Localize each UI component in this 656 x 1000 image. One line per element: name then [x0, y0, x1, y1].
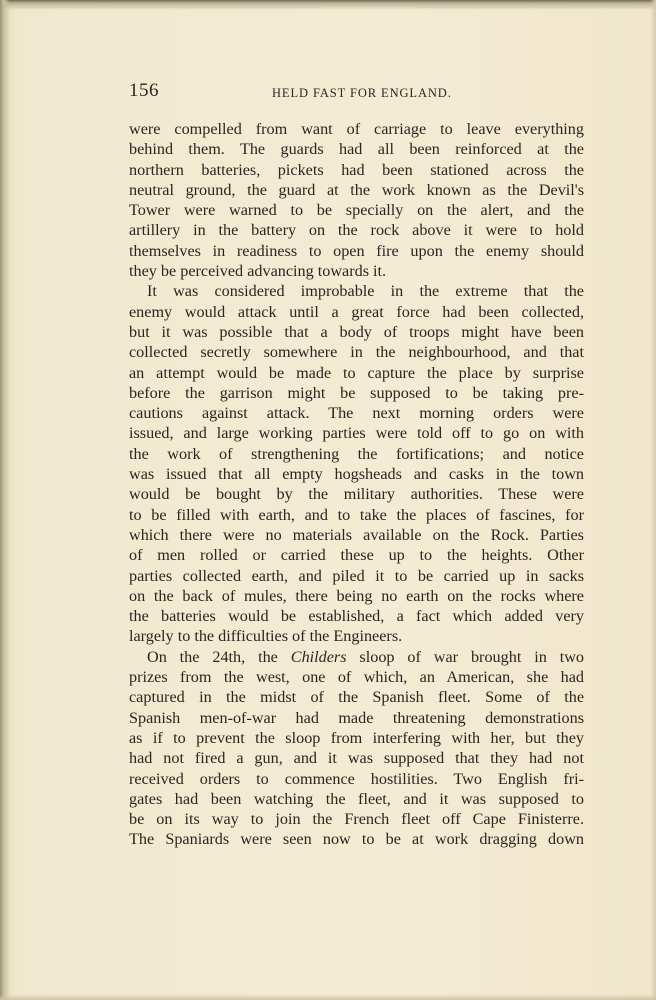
- text-line: which there were no materials available on the Rock. Parties: [129, 525, 584, 544]
- text-line: on the back of mules, there being no earth on the rocks where: [129, 586, 584, 605]
- paragraph-start-line: [129, 647, 584, 667]
- text-line: as if to prevent the sloop from interfering with her, but they: [129, 728, 584, 747]
- page-number: 156: [129, 80, 159, 101]
- text-line: behind them. The guards had all been reinforced at the: [129, 140, 584, 159]
- text-line: but it was possible that a body of troops might have been: [129, 322, 584, 341]
- page-header: [129, 80, 584, 104]
- text-line: prizes from the west, one of which, an American, she had: [129, 668, 584, 687]
- text-line: the batteries would be established, a fact which added very: [129, 607, 584, 626]
- ship-name-italic: Childers: [290, 647, 347, 666]
- text-line: issued, and large working parties were told off to go on with: [129, 424, 584, 443]
- text-line: themselves in readiness to open fire upon the enemy should: [129, 241, 584, 260]
- text-line: largely to the difficulties of the Engineers.: [129, 627, 403, 646]
- text-line: they be perceived advancing towards it.: [129, 262, 387, 281]
- text-line: of men rolled or carried these up to the heights. Other: [129, 546, 584, 565]
- text-line: parties collected earth, and piled it to be carried up in sacks: [129, 566, 584, 585]
- body-text: [129, 119, 584, 850]
- text-line: was issued that all empty hogsheads and casks in the town: [129, 465, 584, 484]
- page-top-shadow: [0, 0, 656, 10]
- text-line: an attempt would be made to capture the place by surprise: [129, 363, 584, 382]
- text-line: the work of strengthening the fortifications; and notice: [129, 444, 584, 463]
- text-line: before the garrison might be supposed to be taking pre-: [129, 383, 584, 402]
- running-head: HELD FAST FOR ENGLAND.: [272, 86, 452, 100]
- text-line: artillery in the battery on the rock above it were to hold: [129, 221, 584, 240]
- text-line: to be filled with earth, and to take the places of fascines, for: [129, 505, 584, 524]
- text-line: Tower were warned to be specially on the alert, and the: [129, 201, 584, 220]
- text-run: On the 24th, the: [147, 647, 291, 666]
- text-line: had not fired a gun, and it was supposed that they had not: [129, 749, 584, 768]
- text-line: enemy would attack until a great force had been collected,: [129, 302, 584, 321]
- text-line: neutral ground, the guard at the work known as the Devil's: [129, 180, 584, 199]
- text-line: cautions against attack. The next morning orders were: [129, 404, 584, 423]
- page-bottom-edge: [0, 994, 656, 1000]
- text-line: would be bought by the military authorities. These were: [129, 485, 584, 504]
- text-line: gates had been watching the fleet, and it was supposed to: [129, 789, 584, 808]
- text-line: received orders to commence hostilities. Two English fri-: [129, 769, 584, 788]
- text-line: northern batteries, pickets had been stationed across the: [129, 160, 584, 179]
- page-binding-edge: [0, 0, 10, 1000]
- text-run: sloop of war brought in two: [346, 647, 584, 666]
- text-line: were compelled from want of carriage to leave everything: [129, 120, 584, 138]
- page-right-edge: [650, 0, 656, 1000]
- text-line: be on its way to join the French fleet off Cape Finisterre.: [129, 810, 584, 829]
- paragraph-start-line: It was considered improbable in the extreme that the: [147, 282, 584, 301]
- text-line: Spanish men-of-war had made threatening demonstrations: [129, 708, 584, 727]
- text-line: collected secretly somewhere in the neighbourhood, and that: [129, 343, 584, 362]
- text-line: The Spaniards were seen now to be at work dragging down: [129, 830, 584, 849]
- text-line: captured in the midst of the Spanish fleet. Some of the: [129, 688, 584, 707]
